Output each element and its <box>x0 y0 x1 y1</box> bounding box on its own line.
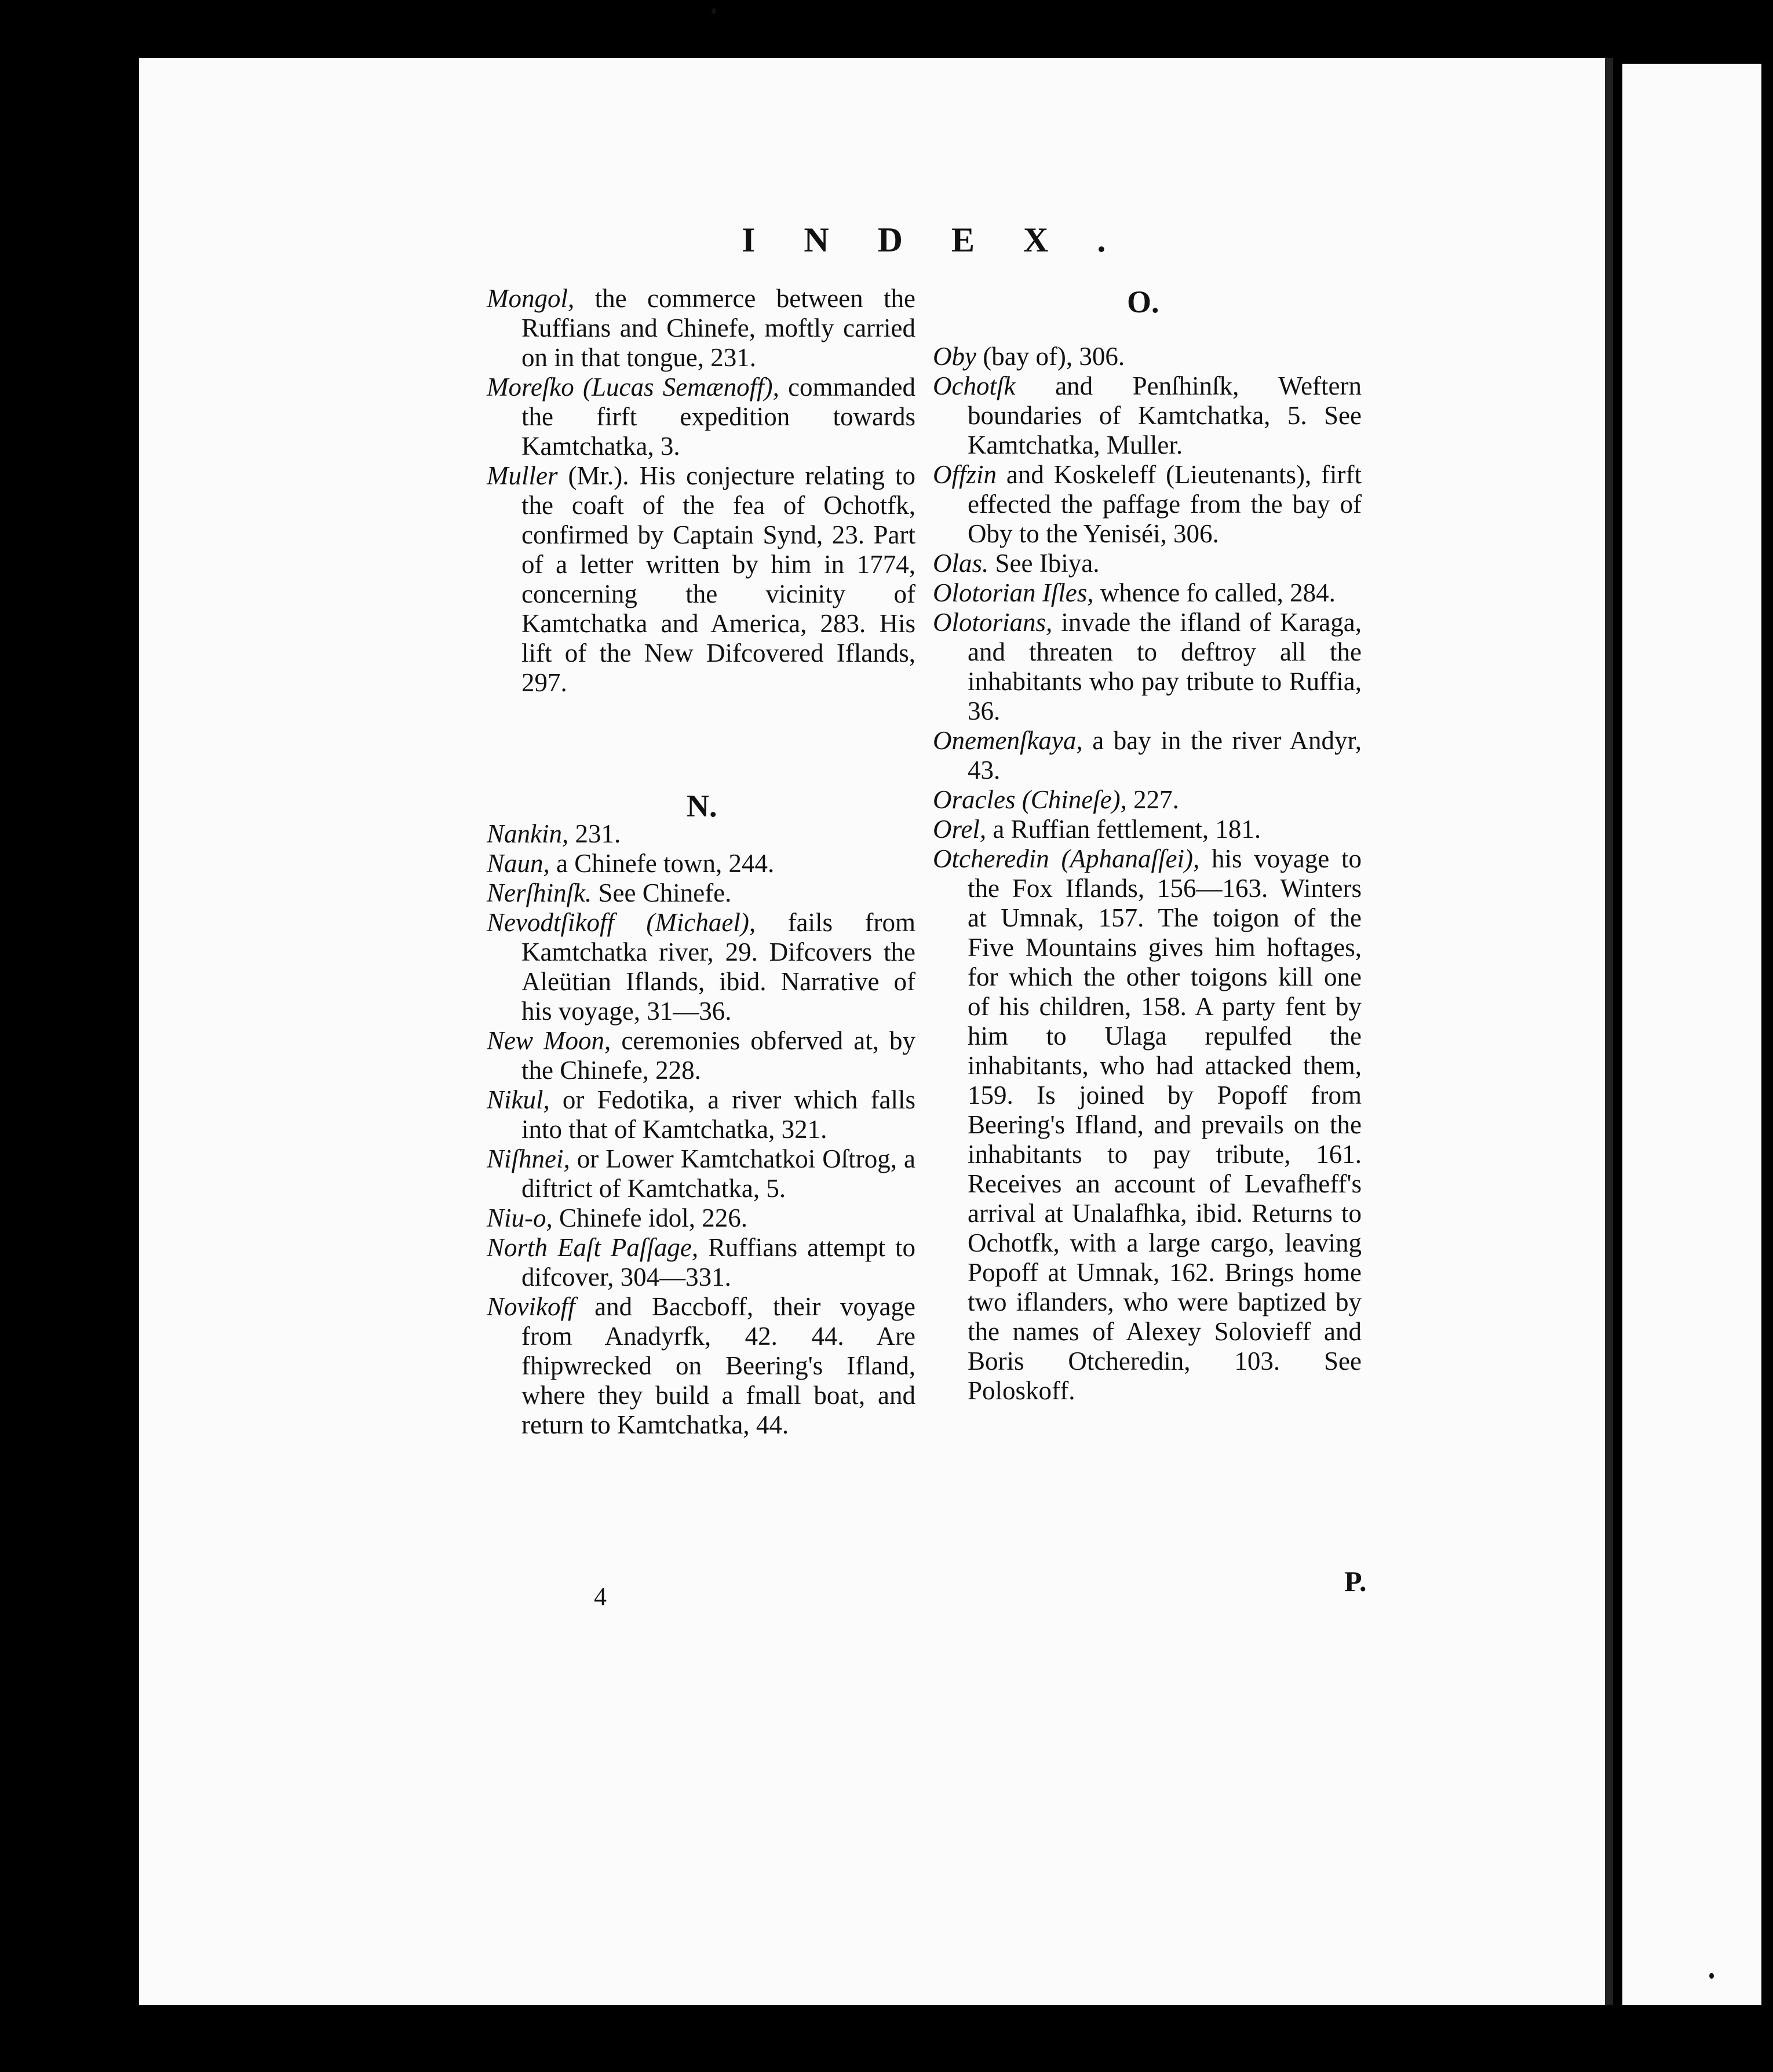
facing-page-edge <box>1622 64 1761 2005</box>
left-column <box>487 284 915 1440</box>
entry-headword: Niu-o, <box>487 1203 553 1232</box>
index-entry <box>487 1085 915 1144</box>
entry-headword: Niſhnei, <box>487 1144 570 1173</box>
entries-m <box>487 284 915 698</box>
index-entry <box>487 1203 915 1233</box>
index-entry <box>933 608 1362 726</box>
entry-headword: Otcheredin (Aphanaſſei), <box>933 844 1200 873</box>
entry-text: whence fo called, 284. <box>1093 578 1336 607</box>
index-entry <box>933 785 1362 815</box>
entry-headword: Nevodtſikoff (Michael), <box>487 908 756 937</box>
scan-speck <box>1709 1973 1714 1979</box>
right-column <box>933 342 1362 1406</box>
entry-text: 231. <box>568 819 621 848</box>
index-entry <box>933 726 1362 785</box>
index-entry <box>933 371 1362 460</box>
index-entry <box>487 1026 915 1085</box>
index-entry <box>933 844 1362 1406</box>
index-entry <box>933 549 1362 578</box>
entry-text: a bay in the river Andyr, 43. <box>968 726 1362 785</box>
entries-o <box>933 342 1362 1406</box>
index-entry <box>487 878 915 908</box>
entry-headword: North Eaſt Paſſage, <box>487 1233 699 1262</box>
index-entry <box>487 1292 915 1440</box>
index-entry <box>487 461 915 698</box>
index-entry <box>487 908 915 1026</box>
signature-mark: 4 <box>594 1582 607 1611</box>
index-entry <box>487 819 915 849</box>
entry-text: Chinefe idol, 226. <box>552 1203 747 1232</box>
index-entry <box>933 460 1362 549</box>
entry-text: or Lower Kamtchatkoi Oſtrog, a diftrict of Kamtchatka, 5. <box>521 1144 915 1203</box>
section-heading-n: N. <box>687 789 717 823</box>
index-entry <box>487 1144 915 1203</box>
entry-text: his voyage to the Fox Iflands, 156—163. Winters at Umnak, 157. The toigon of the Five Mountains gives him hoftages, for which the other toigons kill one of his children, 158. A party fent by him to Ulaga repulfed the inhabitants, who had attacked them, 159. Is joined by Popoff from Beering's Ifland, and prevails on the inhabitants to pay tribute, 161. Receives an account of Levafheff's arrival at Unalafhka, ibid. Returns to Ochotfk, with a large cargo, leaving Popoff at Umnak, 162. Brings home two iflanders, who were baptized by the names of Alexey Solovieff and Boris Otcheredin, 103. See Poloskoff. <box>968 844 1362 1405</box>
entry-text: or Fedotika, a river which falls into that of Kamtchatka, 321. <box>521 1085 915 1144</box>
entries-n <box>487 819 915 1440</box>
entry-headword: Nerſhinſk. <box>487 878 592 907</box>
entry-text: invade the ifland of Karaga, and threaten to deftroy all the inhabitants who pay tribute to Ruffia, 36. <box>968 608 1362 725</box>
entry-headword: Novikoff <box>487 1292 575 1321</box>
entry-text: 227. <box>1126 785 1179 814</box>
page-gutter <box>1605 58 1613 2005</box>
entry-text: See Chinefe. <box>592 878 732 907</box>
entry-headword: Olas. <box>933 549 989 578</box>
entry-text: (Mr.). His conjecture relating to the coaft of the fea of Ochotfk, confirmed by Captain Synd, 23. Part of a letter written by him in 1774, concerning the vicinity of Kamtchatka and America, 283. His lift of the New Difcovered Iflands, 297. <box>521 461 915 697</box>
index-entry <box>487 849 915 878</box>
entry-text: ceremonies obferved at, by the Chinefe, 228. <box>521 1026 915 1085</box>
entry-text: and Koskeleff (Lieutenants), firft effected the paffage from the bay of Oby to the Yeniséi, 306. <box>968 460 1362 548</box>
index-entry <box>487 1233 915 1292</box>
entry-headword: Offzin <box>933 460 997 489</box>
entry-headword: Moreſko (Lucas Semænoff), <box>487 373 779 402</box>
entry-headword: Olotorians, <box>933 608 1053 637</box>
section-heading-o: O. <box>1127 284 1159 319</box>
index-entry <box>487 284 915 373</box>
entry-headword: Naun, <box>487 849 550 878</box>
entry-headword: Ochotſk <box>933 371 1016 400</box>
page-title: INDEX. <box>742 221 1155 259</box>
entry-headword: Orel, <box>933 815 987 844</box>
scan-speck <box>712 8 716 14</box>
entry-text: and Baccboff, their voyage from Anadyrfk, 42. 44. Are fhipwrecked on Beering's Ifland, where they build a fmall boat, and return to Kamtchatka, 44. <box>521 1292 915 1439</box>
entry-text: and Penſhinſk, Weftern boundaries of Kamtchatka, 5. See Kamtchatka, Muller. <box>968 371 1362 459</box>
entry-text: See Ibiya. <box>988 549 1100 578</box>
entry-text: fails from Kamtchatka river, 29. Difcovers the Aleütian Iflands, ibid. Narrative of his voyage, 31—36. <box>521 908 916 1026</box>
entry-headword: Olotorian Iſles, <box>933 578 1094 607</box>
index-entry <box>933 815 1362 844</box>
entry-text: a Chinefe town, 244. <box>549 849 775 878</box>
entry-headword: Mongol, <box>487 284 575 313</box>
entry-text: commanded the firft expedition towards Kamtchatka, 3. <box>521 373 915 461</box>
entry-text: Ruffians attempt to difcover, 304—331. <box>521 1233 915 1292</box>
entry-headword: New Moon, <box>487 1026 611 1055</box>
entry-headword: Nankin, <box>487 819 569 848</box>
entry-headword: Nikul, <box>487 1085 550 1114</box>
entry-headword: Onemenſkaya, <box>933 726 1083 755</box>
catchword: P. <box>1344 1565 1367 1597</box>
entry-text: (bay of), 306. <box>976 342 1125 371</box>
index-entry <box>487 373 915 461</box>
entry-text: a Ruffian fettlement, 181. <box>986 815 1261 844</box>
index-entry <box>933 342 1362 371</box>
entry-text: the commerce between the Ruffians and Chinefe, moftly carried on in that tongue, 231. <box>521 284 915 372</box>
entry-headword: Oby <box>933 342 976 371</box>
entry-headword: Oracles (Chineſe), <box>933 785 1127 814</box>
entry-headword: Muller <box>487 461 558 490</box>
index-entry <box>933 578 1362 608</box>
